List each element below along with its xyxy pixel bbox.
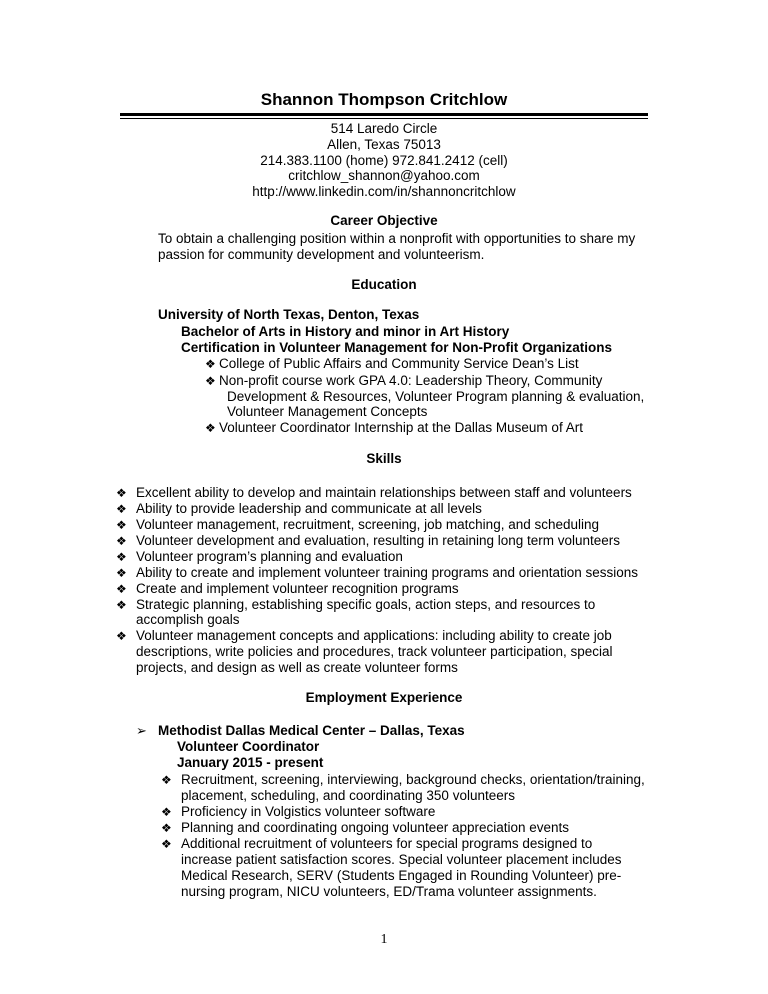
job-duty-cont: nursing program, NICU volunteers, ED/Trama volunteer assignments. bbox=[181, 884, 597, 899]
skill-item: Ability to provide leadership and communicate at all levels bbox=[136, 501, 482, 516]
bullet-icon: ❖ bbox=[205, 357, 216, 371]
objective-line: passion for community development and volunteerism. bbox=[158, 247, 485, 262]
linkedin-url: http://www.linkedin.com/in/shannoncritchlow bbox=[252, 184, 516, 199]
bullet-icon: ❖ bbox=[116, 566, 127, 580]
bullet-icon: ❖ bbox=[116, 518, 127, 532]
bullet-icon: ❖ bbox=[116, 598, 127, 612]
bullet-icon: ❖ bbox=[161, 805, 172, 819]
education-item: Volunteer Coordinator Internship at the Dallas Museum of Art bbox=[219, 420, 583, 435]
school-name: University of North Texas, Denton, Texas bbox=[158, 307, 420, 322]
skill-item: Excellent ability to develop and maintain relationships between staff and volunteers bbox=[136, 485, 632, 500]
skill-item: Volunteer management, recruitment, screening, job matching, and scheduling bbox=[136, 517, 600, 532]
bullet-icon: ❖ bbox=[116, 582, 127, 596]
bullet-icon: ❖ bbox=[205, 374, 216, 388]
page-number: 1 bbox=[380, 932, 388, 947]
job-dates: January 2015 - present bbox=[177, 755, 324, 770]
job-duty-cont: Medical Research, SERV (Students Engaged in Rounding Volunteer) pre- bbox=[181, 868, 622, 883]
bullet-icon: ❖ bbox=[161, 773, 172, 787]
job-duty: Additional recruitment of volunteers for special programs designed to bbox=[181, 836, 593, 851]
job-duty-cont: placement, scheduling, and coordinating 350 volunteers bbox=[181, 788, 515, 803]
certification: Certification in Volunteer Management for Non-Profit Organizations bbox=[181, 340, 613, 355]
bullet-icon: ❖ bbox=[161, 837, 172, 851]
skill-item-cont: accomplish goals bbox=[136, 612, 240, 627]
skill-item: Volunteer program’s planning and evaluation bbox=[136, 549, 403, 564]
job-duty: Planning and coordinating ongoing volunteer appreciation events bbox=[181, 820, 570, 835]
skill-item: Create and implement volunteer recognition programs bbox=[136, 581, 459, 596]
bullet-icon: ❖ bbox=[116, 502, 127, 516]
bullet-icon: ❖ bbox=[116, 550, 127, 564]
candidate-name: Shannon Thompson Critchlow bbox=[260, 90, 508, 109]
header-rule-thin bbox=[120, 118, 648, 119]
degree: Bachelor of Arts in History and minor in Art History bbox=[181, 324, 510, 339]
bullet-icon: ❖ bbox=[116, 629, 127, 643]
bullet-icon: ❖ bbox=[116, 486, 127, 500]
address-line-1: 514 Laredo Circle bbox=[330, 121, 438, 136]
phone-numbers: 214.383.1100 (home) 972.841.2412 (cell) bbox=[260, 153, 508, 168]
skill-item-cont: projects, and design as well as create volunteer forms bbox=[136, 660, 458, 675]
bullet-icon: ❖ bbox=[205, 421, 216, 435]
bullet-icon: ❖ bbox=[161, 821, 172, 835]
skill-item-cont: descriptions, write policies and procedures, track volunteer participation, special bbox=[136, 644, 613, 659]
header-rule-thick bbox=[120, 113, 648, 116]
education-heading: Education bbox=[351, 277, 417, 292]
job-duty: Recruitment, screening, interviewing, background checks, orientation/training, bbox=[181, 772, 645, 787]
objective-line: To obtain a challenging position within a nonprofit with opportunities to share my bbox=[158, 231, 636, 246]
skill-item: Volunteer management concepts and applications: including ability to create job bbox=[136, 628, 612, 643]
job-duty: Proficiency in Volgistics volunteer software bbox=[181, 804, 436, 819]
skill-item: Ability to create and implement volunteer training programs and orientation sessions bbox=[136, 565, 639, 580]
bullet-icon: ❖ bbox=[116, 534, 127, 548]
education-item-cont: Development & Resources, Volunteer Program planning & evaluation, bbox=[227, 389, 645, 404]
skill-item: Volunteer development and evaluation, resulting in retaining long term volunteers bbox=[136, 533, 621, 548]
job-duty-cont: increase patient satisfaction scores. Special volunteer placement includes bbox=[181, 852, 622, 867]
skills-heading: Skills bbox=[366, 451, 402, 466]
skill-item: Strategic planning, establishing specific goals, action steps, and resources to bbox=[136, 597, 596, 612]
job-title: Volunteer Coordinator bbox=[177, 739, 320, 754]
education-item: Non-profit course work GPA 4.0: Leadership Theory, Community bbox=[219, 373, 603, 388]
address-line-2: Allen, Texas 75013 bbox=[327, 137, 441, 152]
education-item: College of Public Affairs and Community Service Dean’s List bbox=[219, 356, 579, 371]
objective-heading: Career Objective bbox=[330, 213, 438, 228]
email-address: critchlow_shannon@yahoo.com bbox=[288, 168, 480, 183]
employment-heading: Employment Experience bbox=[305, 690, 463, 705]
education-item-cont: Volunteer Management Concepts bbox=[227, 404, 428, 419]
employer-name: Methodist Dallas Medical Center – Dallas, Texas bbox=[158, 723, 465, 738]
arrow-bullet-icon: ➢ bbox=[136, 723, 147, 738]
